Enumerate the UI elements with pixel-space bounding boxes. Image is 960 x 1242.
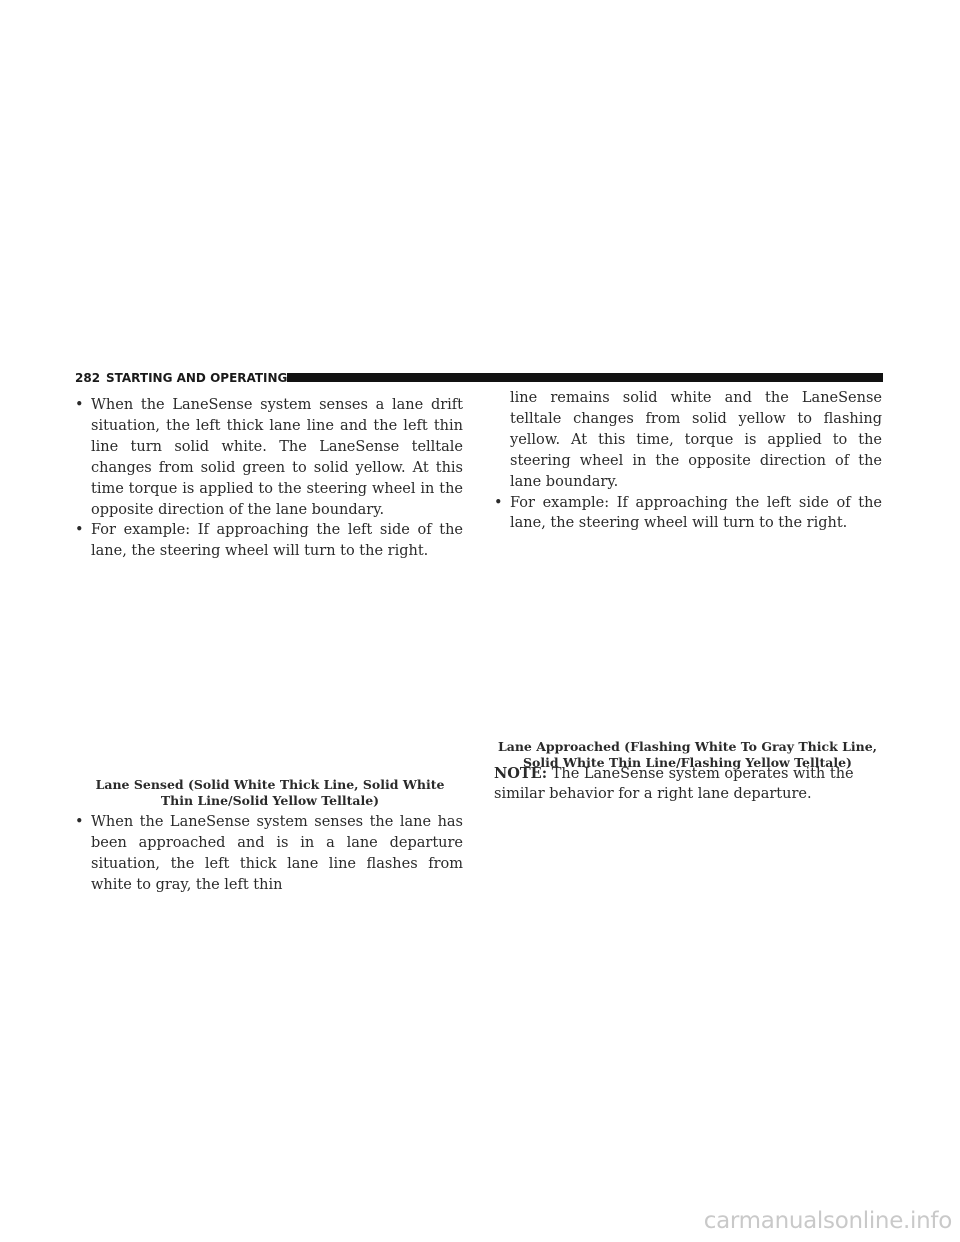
left-column-top <box>75 395 463 562</box>
header-rule <box>287 373 883 382</box>
watermark: carmanualsonline.info <box>703 1208 952 1234</box>
continuation-text: line remains solid white and the LaneSense telltale changes from solid yellow to flashing yellow. At this time, torque is applied to the steering wheel in the opposite direction of the lane boundary. <box>510 390 882 490</box>
note-paragraph <box>494 764 882 806</box>
bullet-marker: • <box>75 522 84 539</box>
figure-caption-lane-approached: Lane Approached (Flashing White To Gray Thick Line, Solid White Thin Line/Flashing Yellow Telltale) <box>497 739 878 770</box>
bullet-text: When the LaneSense system senses the lane has been approached and is in a lane departure situation, the left thick lane line flashes from white to gray, the left thin <box>91 814 463 893</box>
section-title: STARTING AND OPERATING <box>106 371 288 385</box>
page-header <box>75 371 883 385</box>
bullet-marker: • <box>75 814 84 830</box>
bullet-item <box>75 812 463 896</box>
bullet-marker: • <box>494 494 503 511</box>
left-column-bottom <box>75 812 463 896</box>
bullet-text: For example: If approaching the left side of the lane, the steering wheel will turn to the right. <box>91 522 463 560</box>
bullet-marker: • <box>75 397 84 413</box>
bullet-item <box>75 520 463 562</box>
bullet-item <box>494 493 882 535</box>
bullet-text: For example: If approaching the left side of the lane, the steering wheel will turn to the right. <box>510 494 882 532</box>
page-number: 282 <box>75 371 101 385</box>
note-label: NOTE: <box>494 764 548 782</box>
note-text: The LaneSense system operates with the similar behavior for a right lane departure. <box>494 765 854 803</box>
figure-caption-lane-sensed: Lane Sensed (Solid White Thick Line, Solid White Thin Line/Solid Yellow Telltale) <box>95 777 445 808</box>
bullet-item <box>75 395 463 520</box>
bullet-text: When the LaneSense system senses a lane drift situation, the left thick lane line and the left thin line turn solid white. The LaneSense telltale changes from solid green to solid yellow. At this time torque is applied to the steering wheel in the opposite direction of the lane boundary. <box>91 397 463 518</box>
right-column-top <box>494 388 882 534</box>
